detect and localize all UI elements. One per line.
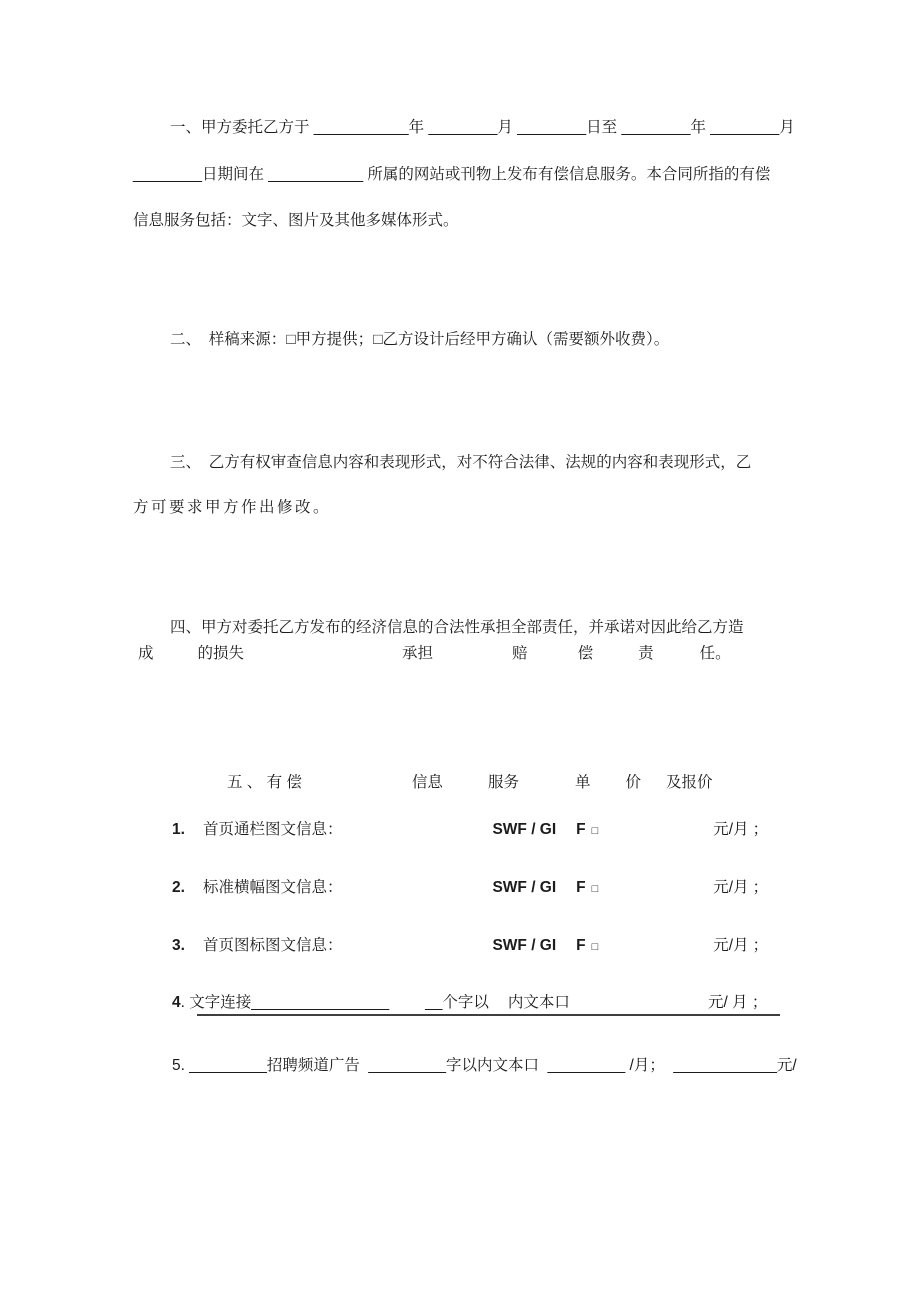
clause5-header [227,773,713,792]
clause5-header-col3: 单 [574,774,591,791]
item1-number: 1. [172,821,185,838]
clause2-line: 二、 样稿来源：□甲方提供；□乙方设计后经甲方确认（需要额外收费）。 [170,331,670,348]
item4-number: 4 [172,994,181,1011]
item3-label: 首页图标图文信息： [202,937,343,954]
item1-price-unit: 元/月 [713,821,749,838]
item2-semicolon: ； [752,879,769,896]
item3-format: SWF / GI [492,937,557,954]
item1-semicolon: ； [752,821,769,838]
item4-price-unit: 元/ 月 ； [707,994,768,1011]
clause4-line1: 四、甲方对委托乙方发布的经济信息的合法性承担全部责任，并承诺对因此给乙方造 [170,619,744,636]
clause5-header-col4: 价 [625,774,641,791]
item2-format-f: F [576,879,586,896]
clause4-seg3: 承担 [402,645,434,662]
clause5-title: 五 、 有 偿 [227,774,302,791]
item4-inner-text: 内文本口 [507,994,570,1011]
clause4-seg5: 偿 [577,645,594,662]
item1-checkbox-icon: □ [591,825,599,837]
clause3-line2: 方可要求甲方作出修改。 [133,499,332,516]
clause5-header-col1: 信息 [411,774,443,791]
item1-format-f: F [576,821,586,838]
clause3-line1: 三、 乙方有权审查信息内容和表现形式，对不符合法律、法规的内容和表现形式，乙 [170,454,752,471]
clause4-seg6: 责 [638,645,654,662]
price-item-2 [172,878,768,897]
item4-label: . 文字连接________________ [180,994,390,1011]
price-item-4 [172,993,767,1012]
clause1-line2: ________日期间在 ___________ 所属的网站或刊物上发布有偿信息服务。本合同所指的有偿 [133,166,771,183]
item3-number: 3. [172,937,185,954]
clause1-line3: 信息服务包括：文字、图片及其他多媒体形式。 [133,212,459,229]
item2-price-unit: 元/月 [713,879,749,896]
item2-label: 标准横幅图文信息： [202,879,343,896]
clause4-seg4: 赔 [512,645,528,662]
clause4-line2 [138,644,731,663]
price-item-3 [172,936,768,955]
clause4-seg7: 任。 [699,645,731,662]
price-item-5: 5. _________招聘频道广告 _________字以内文本口 _________ /月； ____________元/ [172,1057,797,1074]
item4-word-count: __个字以 [425,994,489,1011]
price-item-1 [172,820,768,839]
item3-format-f: F [576,937,586,954]
clause4-seg2: 的损失 [197,645,245,662]
item4-underline-rule [197,1014,780,1016]
item1-format: SWF / GI [492,821,557,838]
item3-price-unit: 元/月 [713,937,749,954]
item2-number: 2. [172,879,185,896]
clause4-seg1: 成 [138,645,154,662]
clause5-header-col5: 及报价 [665,774,713,791]
item1-label: 首页通栏图文信息： [202,821,343,838]
item2-format: SWF / GI [492,879,557,896]
item2-checkbox-icon: □ [591,883,599,895]
clause5-header-col2: 服务 [487,774,519,791]
item3-checkbox-icon: □ [591,941,599,953]
clause1-line1: 一、甲方委托乙方于 ___________年 ________月 ________日至 ________年 ________月 [170,119,795,136]
item3-semicolon: ； [752,937,769,954]
